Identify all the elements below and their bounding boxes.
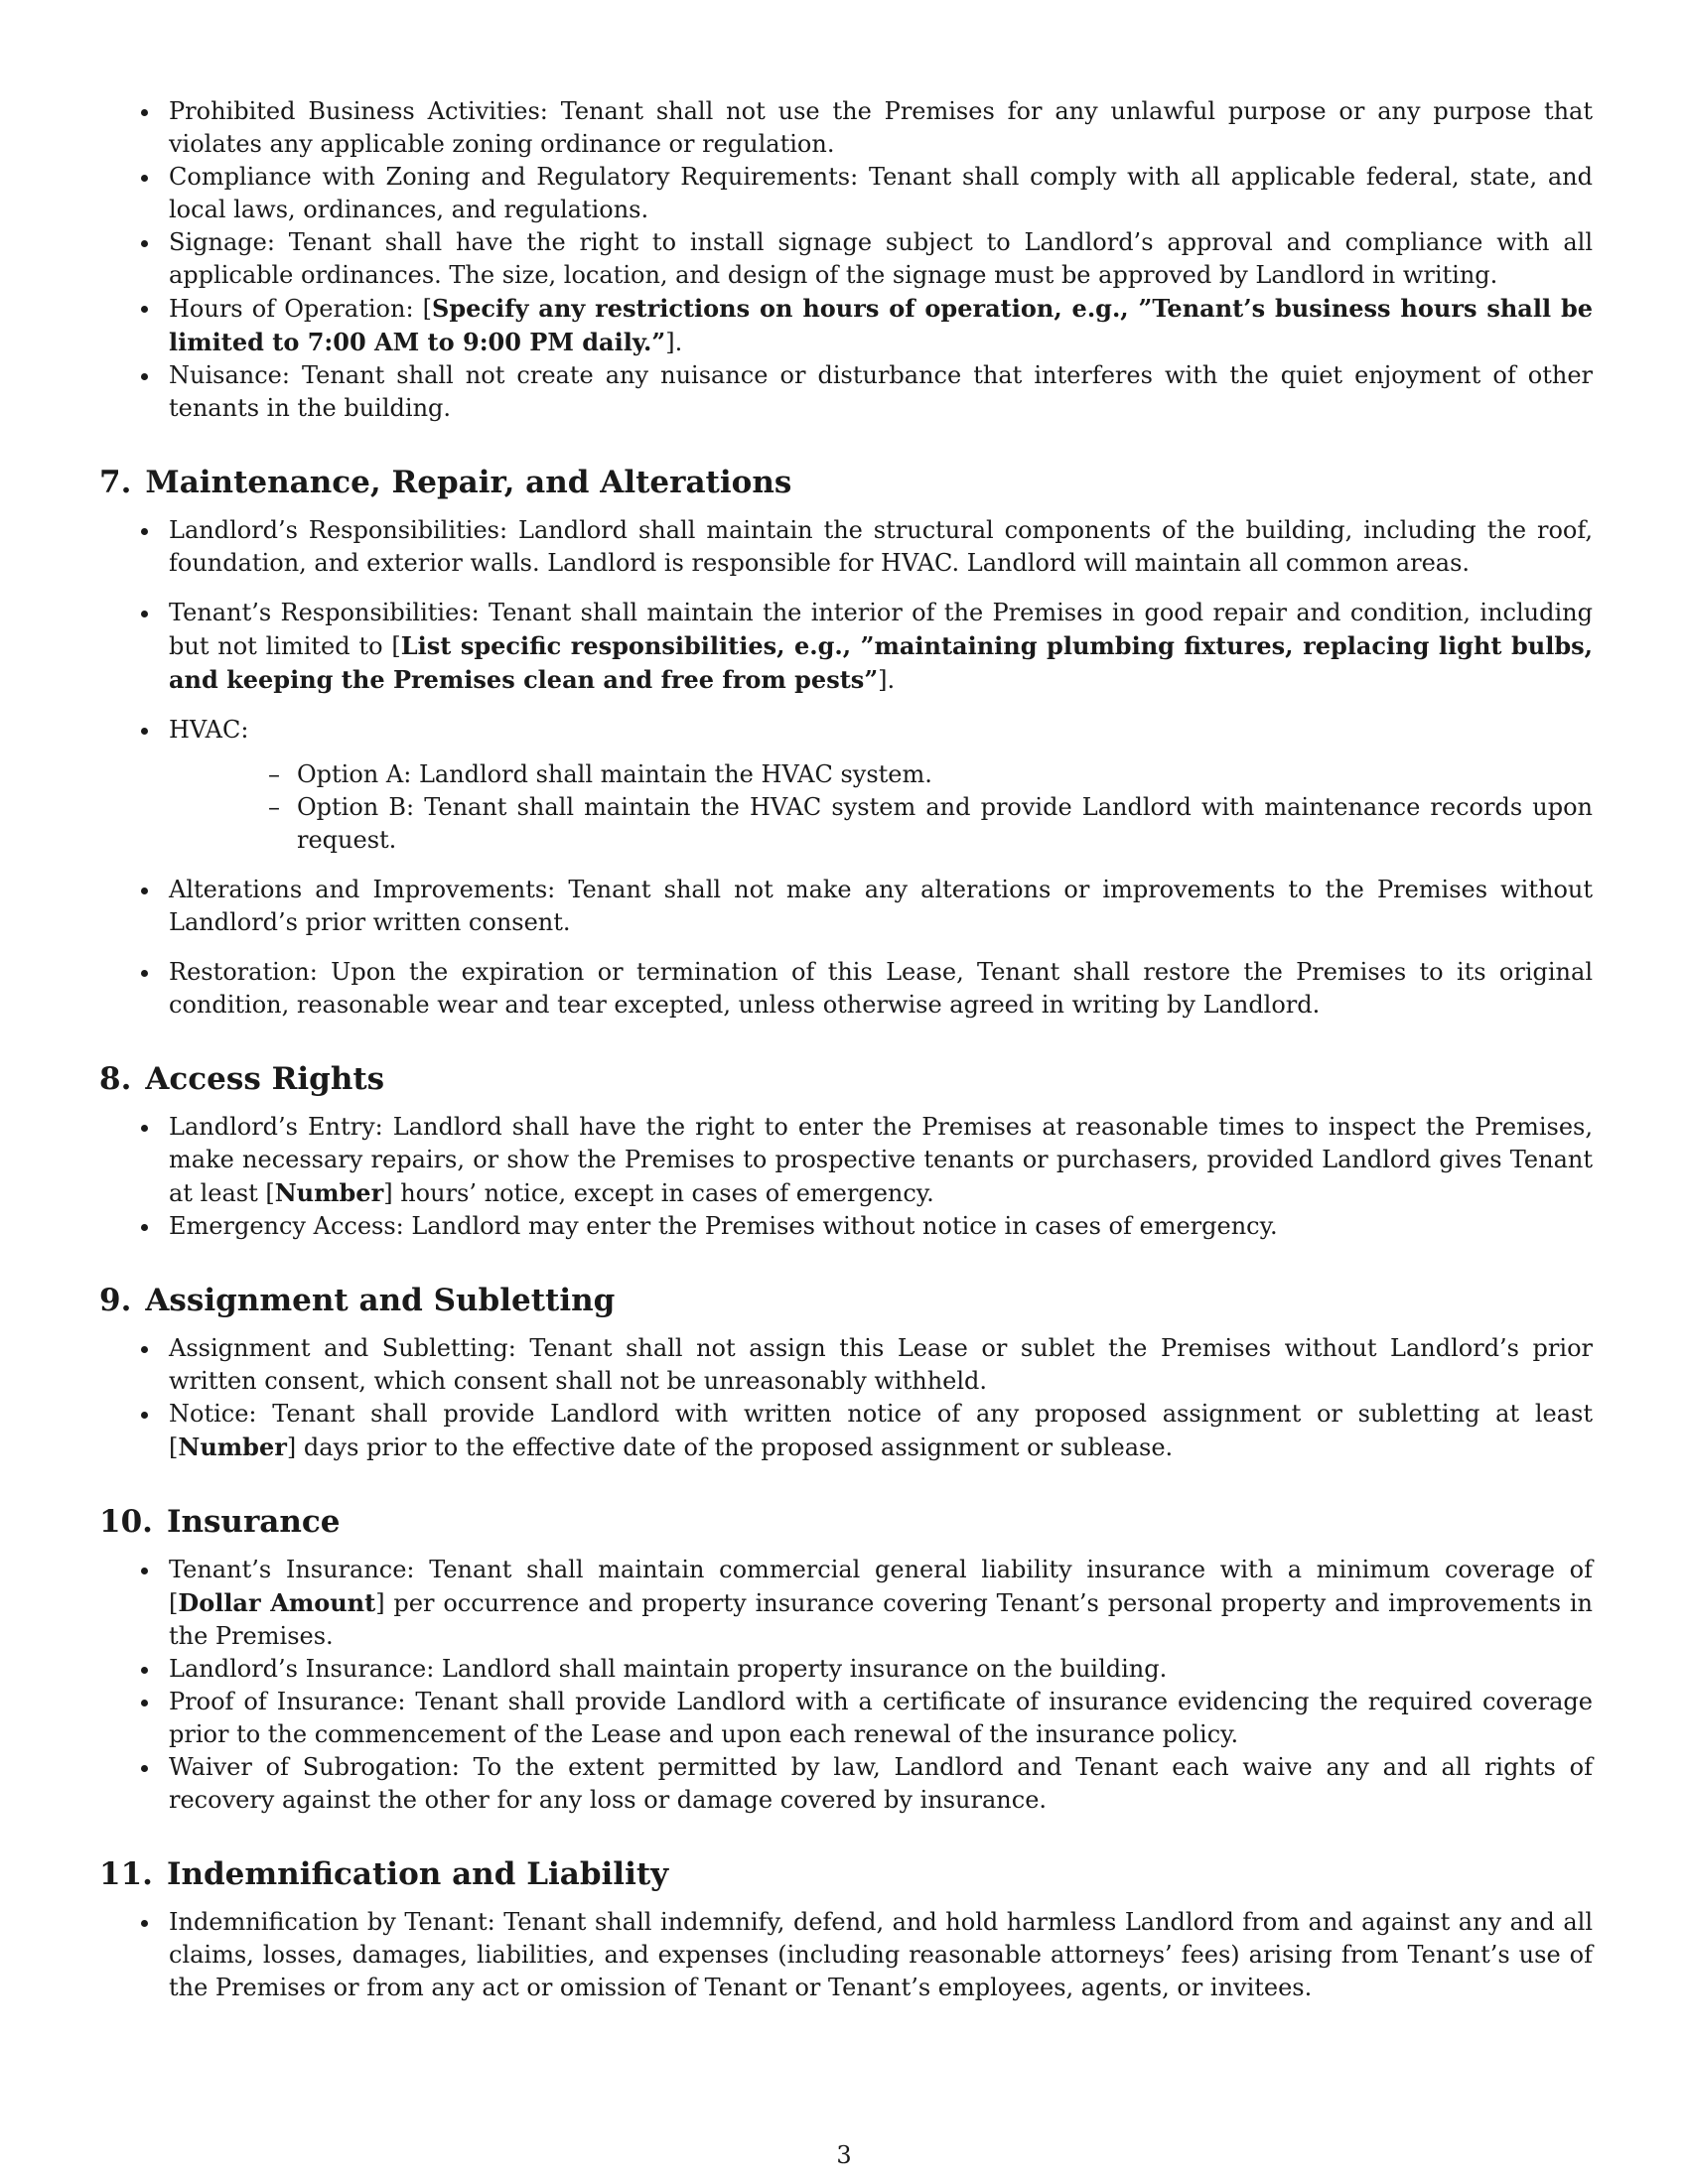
list-item [99,1906,1593,2004]
access-rights-list [99,1111,1593,1243]
maintenance-list [99,514,1593,1022]
tenant-responsibilities-prefix: Tenant’s Responsibilities: Tenant shall maintain the interior of the Premises in good repair and condition, including but not limited to [ [169,599,1593,660]
tenant-insurance-suffix: ] per occurrence and property insurance covering Tenant’s personal property and improvements in the Premises. [169,1589,1593,1650]
section-title: Maintenance, Repair, and Alterations [145,465,792,500]
assignment-text: Assignment and Subletting: Tenant shall not assign this Lease or sublet the Premises without Landlord’s prior written consent, which consent shall not be unreasonably withheld. [169,1334,1593,1395]
landlord-insurance-text: Landlord’s Insurance: Landlord shall maintain property insurance on the building. [169,1655,1168,1683]
list-item [99,1332,1593,1398]
list-item [99,514,1593,580]
hours-of-operation-suffix: ]. [665,329,683,356]
section-number: 7. [99,465,132,500]
list-item [99,95,1593,161]
waiver-of-subrogation-text: Waiver of Subrogation: To the extent permitted by law, Landlord and Tenant each waive any and all rights of recovery against the other for any loss or damage covered by insurance. [169,1753,1593,1814]
list-item [99,1653,1593,1686]
landlord-entry-prefix: Landlord’s Entry: Landlord shall have the right to enter the Premises at reasonable times to inspect the Premises, make necessary repairs, or show the Premises to prospective tenants or purchasers, provided Landlord gives Tenant at least [ [169,1113,1593,1207]
hours-of-operation-prefix: Hours of Operation: [ [169,295,433,323]
list-item [99,226,1593,292]
signage-text: Signage: Tenant shall have the right to install signage subject to Landlord’s approval and compliance with all applicable ordinances. The size, location, and design of the signage must be approved by Landlord in writing. [169,228,1593,289]
list-item [99,714,1593,857]
list-item [99,1111,1593,1210]
section-title: Indemnification and Liability [166,1856,669,1892]
tenant-responsibilities-suffix: ]. [878,666,896,694]
nuisance-text: Nuisance: Tenant shall not create any nuisance or disturbance that interferes with the quiet enjoyment of other tenants in the building. [169,361,1593,422]
document-page [99,95,1593,2004]
list-item [99,1751,1593,1817]
alterations-text: Alterations and Improvements: Tenant shall not make any alterations or improvements to the Premises without Landlord’s prior written consent. [169,876,1593,936]
tenant-responsibilities-placeholder: List specific responsibilities, e.g., ”maintaining plumbing fixtures, replacing light bulbs, and keeping the Premises clean and free from pests” [169,631,1594,694]
section-number: 8. [99,1061,132,1097]
notice-suffix: ] days prior to the effective date of the proposed assignment or sublease. [286,1433,1174,1461]
list-item [99,161,1593,226]
list-item [99,1210,1593,1243]
notice-placeholder: Number [178,1433,287,1461]
list-item [99,1686,1593,1751]
list-item [99,359,1593,425]
use-restrictions-list [99,95,1593,425]
compliance-text: Compliance with Zoning and Regulatory Requirements: Tenant shall comply with all applicable federal, state, and local laws, ordinances, and regulations. [169,163,1593,223]
section-number: 9. [99,1283,132,1318]
list-item [99,874,1593,939]
emergency-access-text: Emergency Access: Landlord may enter the Premises without notice in cases of emergency. [169,1212,1278,1240]
list-item [99,956,1593,1022]
proof-of-insurance-text: Proof of Insurance: Tenant shall provide Landlord with a certificate of insurance evidencing the required coverage prior to the commencement of the Lease and upon each renewal of the insurance policy. [169,1688,1593,1748]
section-title: Assignment and Subletting [145,1283,616,1318]
tenant-insurance-placeholder: Dollar Amount [178,1588,376,1617]
notice-prefix: Notice: Tenant shall provide Landlord with written notice of any proposed assignment or subletting at least [ [169,1400,1593,1461]
prohibited-activities-text: Prohibited Business Activities: Tenant shall not use the Premises for any unlawful purpose or any purpose that violates any applicable zoning ordinance or regulation. [169,97,1593,158]
landlord-entry-suffix: ] hours’ notice, except in cases of emergency. [383,1179,934,1207]
list-item [99,597,1593,697]
landlord-responsibilities-text: Landlord’s Responsibilities: Landlord shall maintain the structural components of the building, including the roof, foundation, and exterior walls. Landlord is responsible for HVAC. Landlord will maintain all common areas. [169,516,1593,577]
indemnification-text: Indemnification by Tenant: Tenant shall indemnify, defend, and hold harmless Landlord from and against any and all claims, losses, damages, liabilities, and expenses (including reasonable attorneys’ fees) arising from Tenant’s use of the Premises or from any act or omission of Tenant or Tenant’s employees, agents, or invitees. [169,1908,1593,2001]
section-heading-access-rights [99,1059,1593,1099]
list-item [99,1554,1593,1653]
section-heading-maintenance [99,463,1593,502]
section-number: 10. [99,1504,153,1540]
tenant-insurance-prefix: Tenant’s Insurance: Tenant shall maintain commercial general liability insurance with a minimum coverage of [ [169,1556,1593,1617]
section-title: Access Rights [145,1061,385,1097]
hours-of-operation-placeholder: Specify any restrictions on hours of operation, e.g., ”Tenant’s business hours shall be limited to 7:00 AM to 9:00 PM daily.” [169,294,1593,356]
section-heading-insurance [99,1502,1593,1542]
section-heading-indemnification [99,1854,1593,1894]
list-item [99,1398,1593,1464]
assignment-list [99,1332,1593,1464]
page-number: 3 [836,2141,852,2169]
insurance-list [99,1554,1593,1817]
section-title: Insurance [166,1504,341,1540]
restoration-text: Restoration: Upon the expiration or termination of this Lease, Tenant shall restore the Premises to its original condition, reasonable wear and tear excepted, unless otherwise agreed in writing by Landlord. [169,958,1593,1019]
hvac-options-list [169,758,1593,857]
hvac-option-b: – Option B: Tenant shall maintain the HVAC system and provide Landlord with maintenance records upon request. [169,791,1593,857]
indemnification-list [99,1906,1593,2004]
landlord-entry-placeholder: Number [274,1178,384,1207]
hvac-option-a: – Option A: Landlord shall maintain the HVAC system. [169,758,1593,791]
list-item [99,292,1593,359]
hvac-label: HVAC: [169,716,249,744]
section-number: 11. [99,1856,153,1892]
section-heading-assignment [99,1281,1593,1320]
